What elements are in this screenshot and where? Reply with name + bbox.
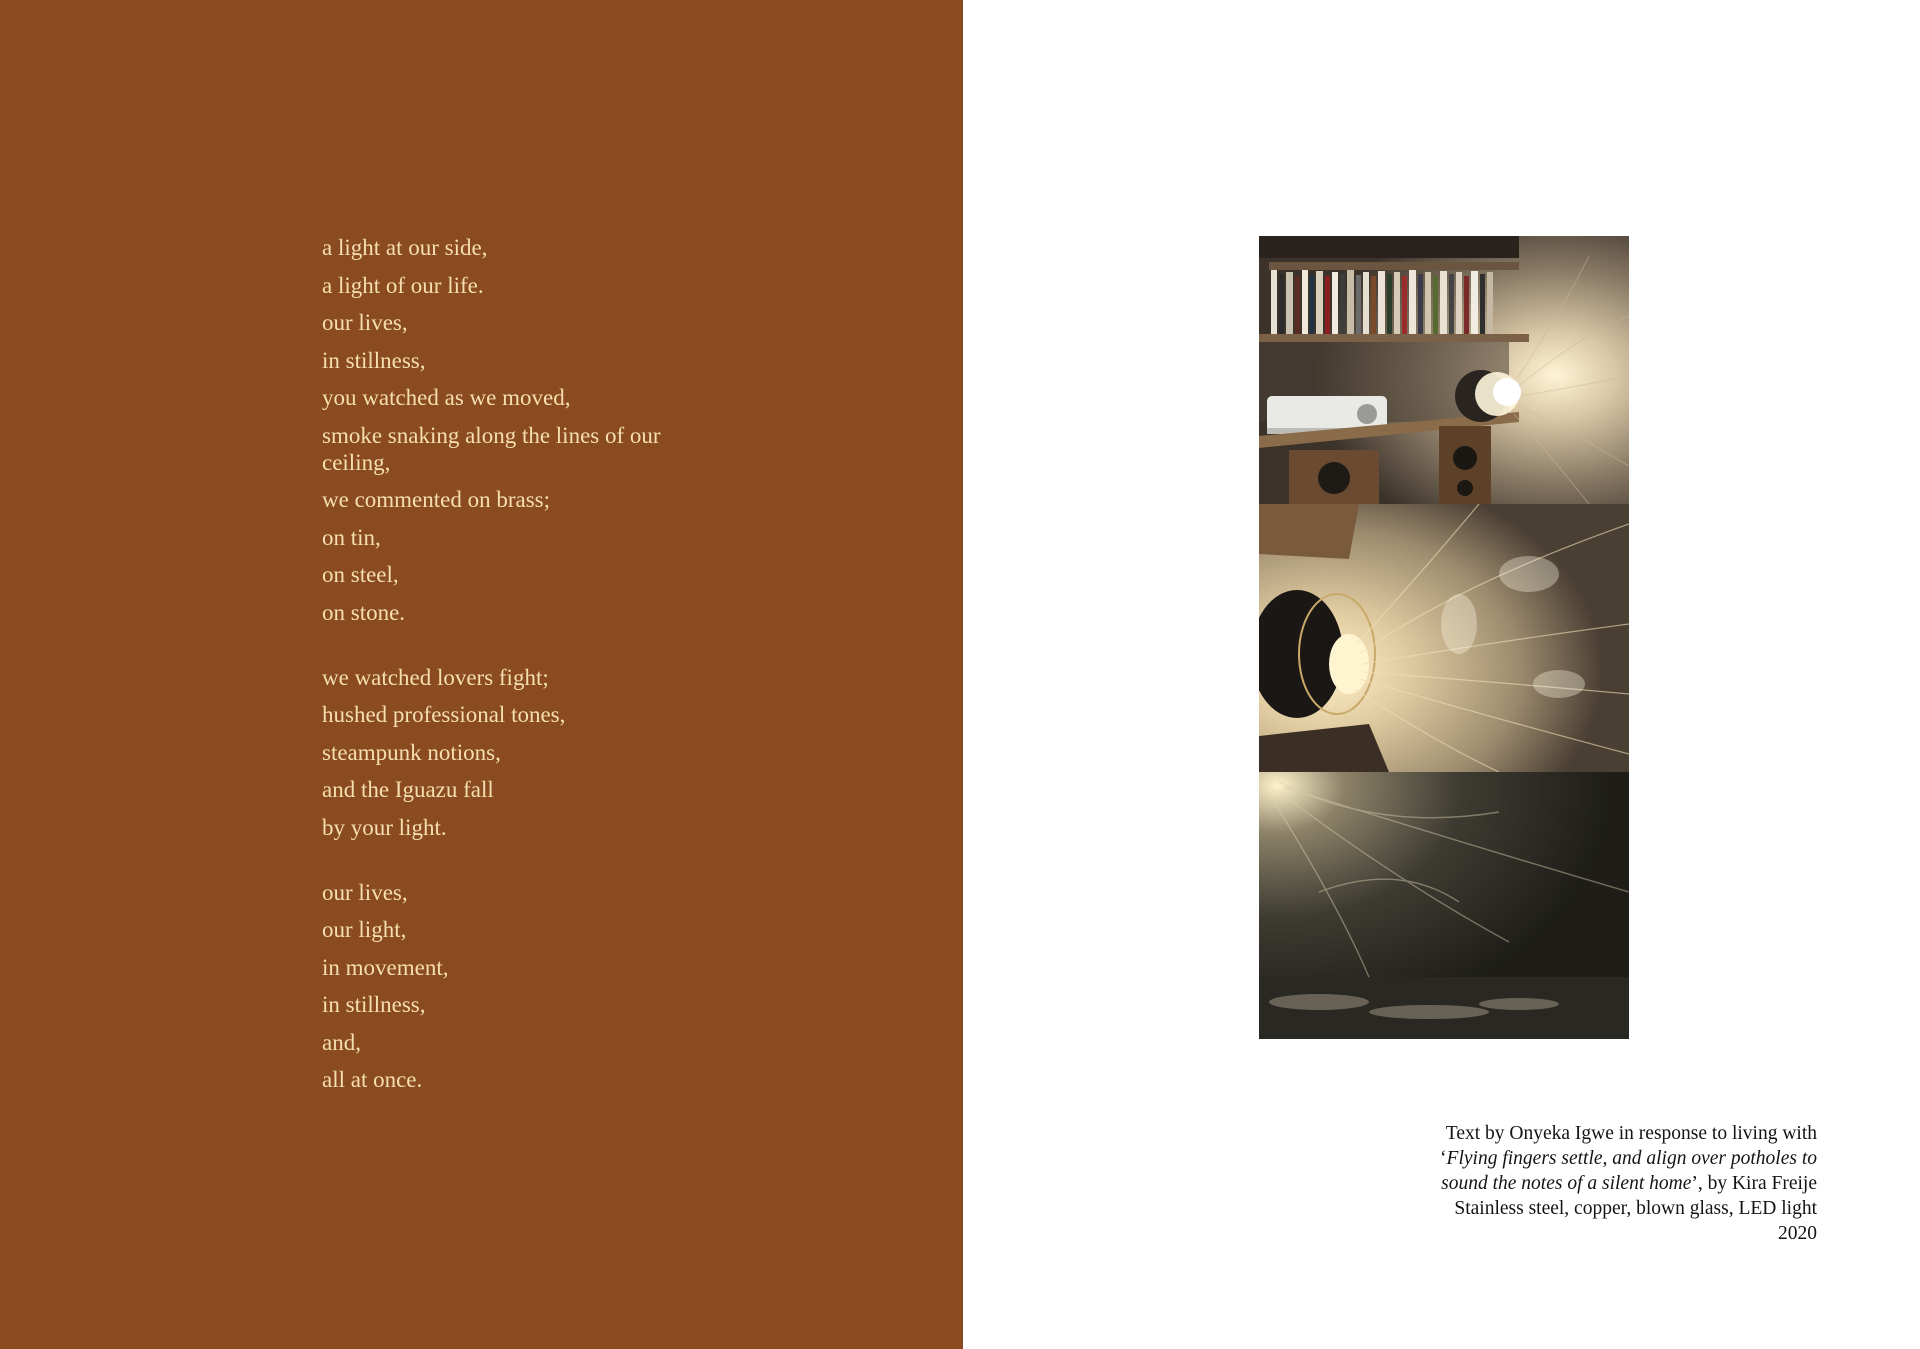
poem-line: hushed professional tones, (322, 702, 566, 727)
poem-line: in stillness, (322, 347, 426, 373)
artwork-title-part-1: Flying fingers settle, and align over potholes to (1446, 1148, 1817, 1169)
poem-line: in movement, (322, 954, 449, 980)
poem-line: on tin, (322, 524, 381, 550)
caption-line-title-2 (1297, 1171, 1817, 1196)
caption-artist: ’, by Kira Freije (1691, 1173, 1817, 1194)
caption-line-year: 2020 (1778, 1223, 1817, 1244)
poem (322, 234, 662, 1104)
right-page (963, 0, 1920, 1349)
photo-strip (1259, 236, 1629, 1039)
caption (1297, 1121, 1817, 1246)
poem-line: we watched lovers fight; (322, 664, 549, 690)
poem-line: smoke snaking along the lines of our ceiling, (322, 422, 661, 475)
caption-open-quote: ‘ (1440, 1148, 1447, 1169)
poem-line: on stone. (322, 599, 406, 625)
artwork-title-part-2: sound the notes of a silent home (1441, 1173, 1692, 1194)
caption-line-credit: Text by Onyeka Igwe in response to living with (1445, 1123, 1817, 1144)
poem-line: a light at our side, (322, 235, 488, 260)
caption-line-materials: Stainless steel, copper, blown glass, LED light (1454, 1198, 1817, 1219)
poem-stanza-2 (322, 664, 662, 841)
poem-line: our lives, (322, 310, 408, 335)
poem-line: by your light. (322, 814, 447, 840)
poem-stanza-1 (322, 234, 662, 626)
poem-line: all at once. (322, 1067, 423, 1092)
photo-lamp-closeup (1259, 504, 1629, 772)
poem-line: on steel, (322, 562, 399, 587)
poem-line: our light, (322, 917, 407, 942)
poem-line: and, (322, 1029, 361, 1055)
caption-line-title-1 (1297, 1146, 1817, 1171)
poem-line: steampunk notions, (322, 739, 501, 765)
poem-line: you watched as we moved, (322, 385, 571, 410)
poem-line: our lives, (322, 879, 408, 905)
poem-stanza-3 (322, 879, 662, 1094)
poem-line: in stillness, (322, 992, 426, 1017)
poem-line: a light of our life. (322, 272, 484, 298)
photo-wall-reflections (1259, 772, 1629, 1039)
poem-line: and the Iguazu fall (322, 777, 494, 802)
photo-lamp-on-shelf (1259, 236, 1629, 504)
poem-line: we commented on brass; (322, 487, 551, 512)
